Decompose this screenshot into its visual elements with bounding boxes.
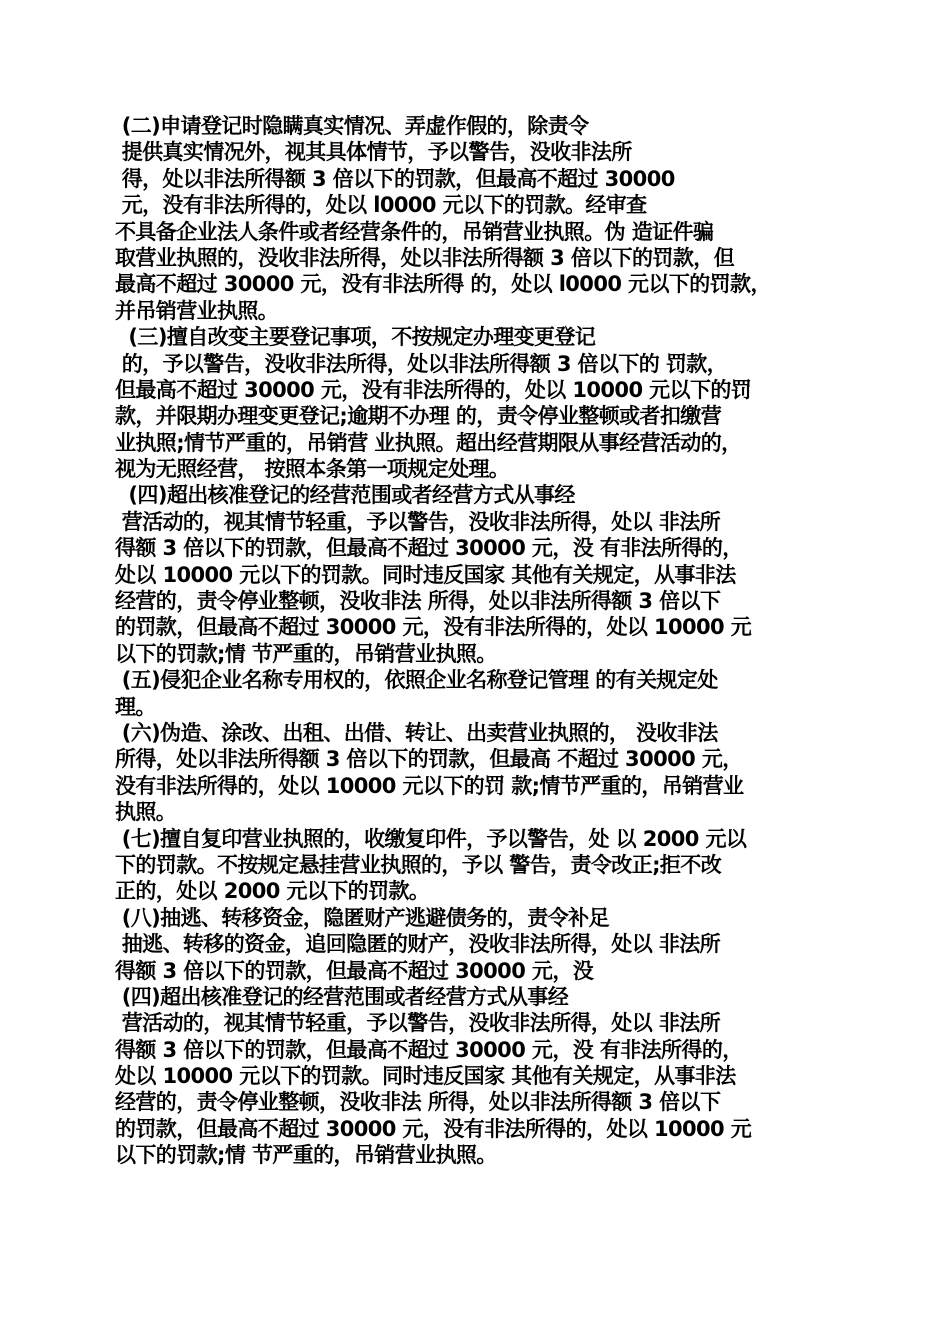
text-line: 处以 10000 元以下的罚款。同时违反国家 其他有关规定，从事非法 [115,562,736,587]
text-line: 处以 10000 元以下的罚款。同时违反国家 其他有关规定，从事非法 [115,1064,736,1089]
text-line: 业执照;情节严重的，吊销营 业执照。超出经营期限从事经营活动的， [115,430,742,455]
text-line: 得额 3 倍以下的罚款，但最高不超过 30000 元，没 [115,958,594,983]
text-line: 以下的罚款;情 节严重的，吊销营业执照。 [115,1143,497,1168]
text-line: 营活动的，视其情节轻重，予以警告，没收非法所得，处以 非法所 [115,509,721,534]
text-line: 并吊销营业执照。 [115,298,279,323]
text-line: 不具备企业法人条件或者经营条件的，吊销营业执照。伪 造证件骗 [115,219,714,244]
text-line: (四)超出核准登记的经营范围或者经营方式从事经 [115,984,569,1009]
text-line: 经营的，责令停业整顿，没收非法 所得，处以非法所得额 3 倍以下 [115,1090,721,1115]
text-line: (五)侵犯企业名称专用权的，依照企业名称登记管理 的有关规定处 [115,668,718,693]
text-line: 但最高不超过 30000 元，没有非法所得的，处以 10000 元以下的罚 [115,377,752,402]
text-line: 视为无照经营， 按照本条第一项规定处理。 [115,457,510,482]
text-line: 执照。 [115,800,177,825]
text-line: 的，予以警告，没收非法所得，处以非法所得额 3 倍以下的 罚款， [115,351,728,376]
text-line: 取营业执照的，没收非法所得，处以非法所得额 3 倍以下的罚款，但 [115,245,735,270]
text-line: 得额 3 倍以下的罚款，但最高不超过 30000 元，没 有非法所得的， [115,1037,743,1062]
text-line: (六)伪造、涂改、出租、出借、转让、出卖营业执照的， 没收非法 [115,720,718,745]
text-line: 正的，处以 2000 元以下的罚款。 [115,879,430,904]
text-line: 得，处以非法所得额 3 倍以下的罚款，但最高不超过 30000 [115,166,675,191]
text-line: 抽逃、转移的资金，追回隐匿的财产，没收非法所得，处以 非法所 [115,932,721,957]
text-line: 下的罚款。不按规定悬挂营业执照的，予以 警告，责令改正;拒不改 [115,852,722,877]
text-line: (七)擅自复印营业执照的，收缴复印件，予以警告，处 以 2000 元以 [115,826,747,851]
text-line: 款，并限期办理变更登记;逾期不办理 的，责令停业整顿或者扣缴营 [115,404,722,429]
text-line: (二)申请登记时隐瞒真实情况、弄虚作假的，除责令 [115,114,589,138]
text-line: 经营的，责令停业整顿，没收非法 所得，处以非法所得额 3 倍以下 [115,589,721,614]
text-line: (八)抽逃、转移资金，隐匿财产逃避债务的，责令补足 [115,905,609,930]
document-body [115,113,845,1169]
text-line: 的罚款，但最高不超过 30000 元，没有非法所得的，处以 10000 元 [115,1116,752,1141]
text-line: 所得，处以非法所得额 3 倍以下的罚款，但最高 不超过 30000 元， [115,747,743,772]
text-line: 最高不超过 30000 元，没有非法所得 的，处以 l0000 元以下的罚款， [115,272,771,297]
text-line: 理。 [115,694,156,719]
text-line: 得额 3 倍以下的罚款，但最高不超过 30000 元，没 有非法所得的， [115,536,743,561]
text-line: (三)擅自改变主要登记事项，不按规定办理变更登记 [115,325,596,350]
text-line: (四)超出核准登记的经营范围或者经营方式从事经 [115,483,575,508]
text-line: 的罚款，但最高不超过 30000 元，没有非法所得的，处以 10000 元 [115,615,752,640]
text-line: 提供真实情况外，视其具体情节，予以警告，没收非法所 [115,140,632,165]
text-line: 以下的罚款;情 节严重的，吊销营业执照。 [115,641,497,666]
text-line: 没有非法所得的，处以 10000 元以下的罚 款;情节严重的，吊销营业 [115,773,744,798]
text-line: 营活动的，视其情节轻重，予以警告，没收非法所得，处以 非法所 [115,1011,721,1036]
text-line: 元，没有非法所得的，处以 l0000 元以下的罚款。经审查 [115,193,647,218]
